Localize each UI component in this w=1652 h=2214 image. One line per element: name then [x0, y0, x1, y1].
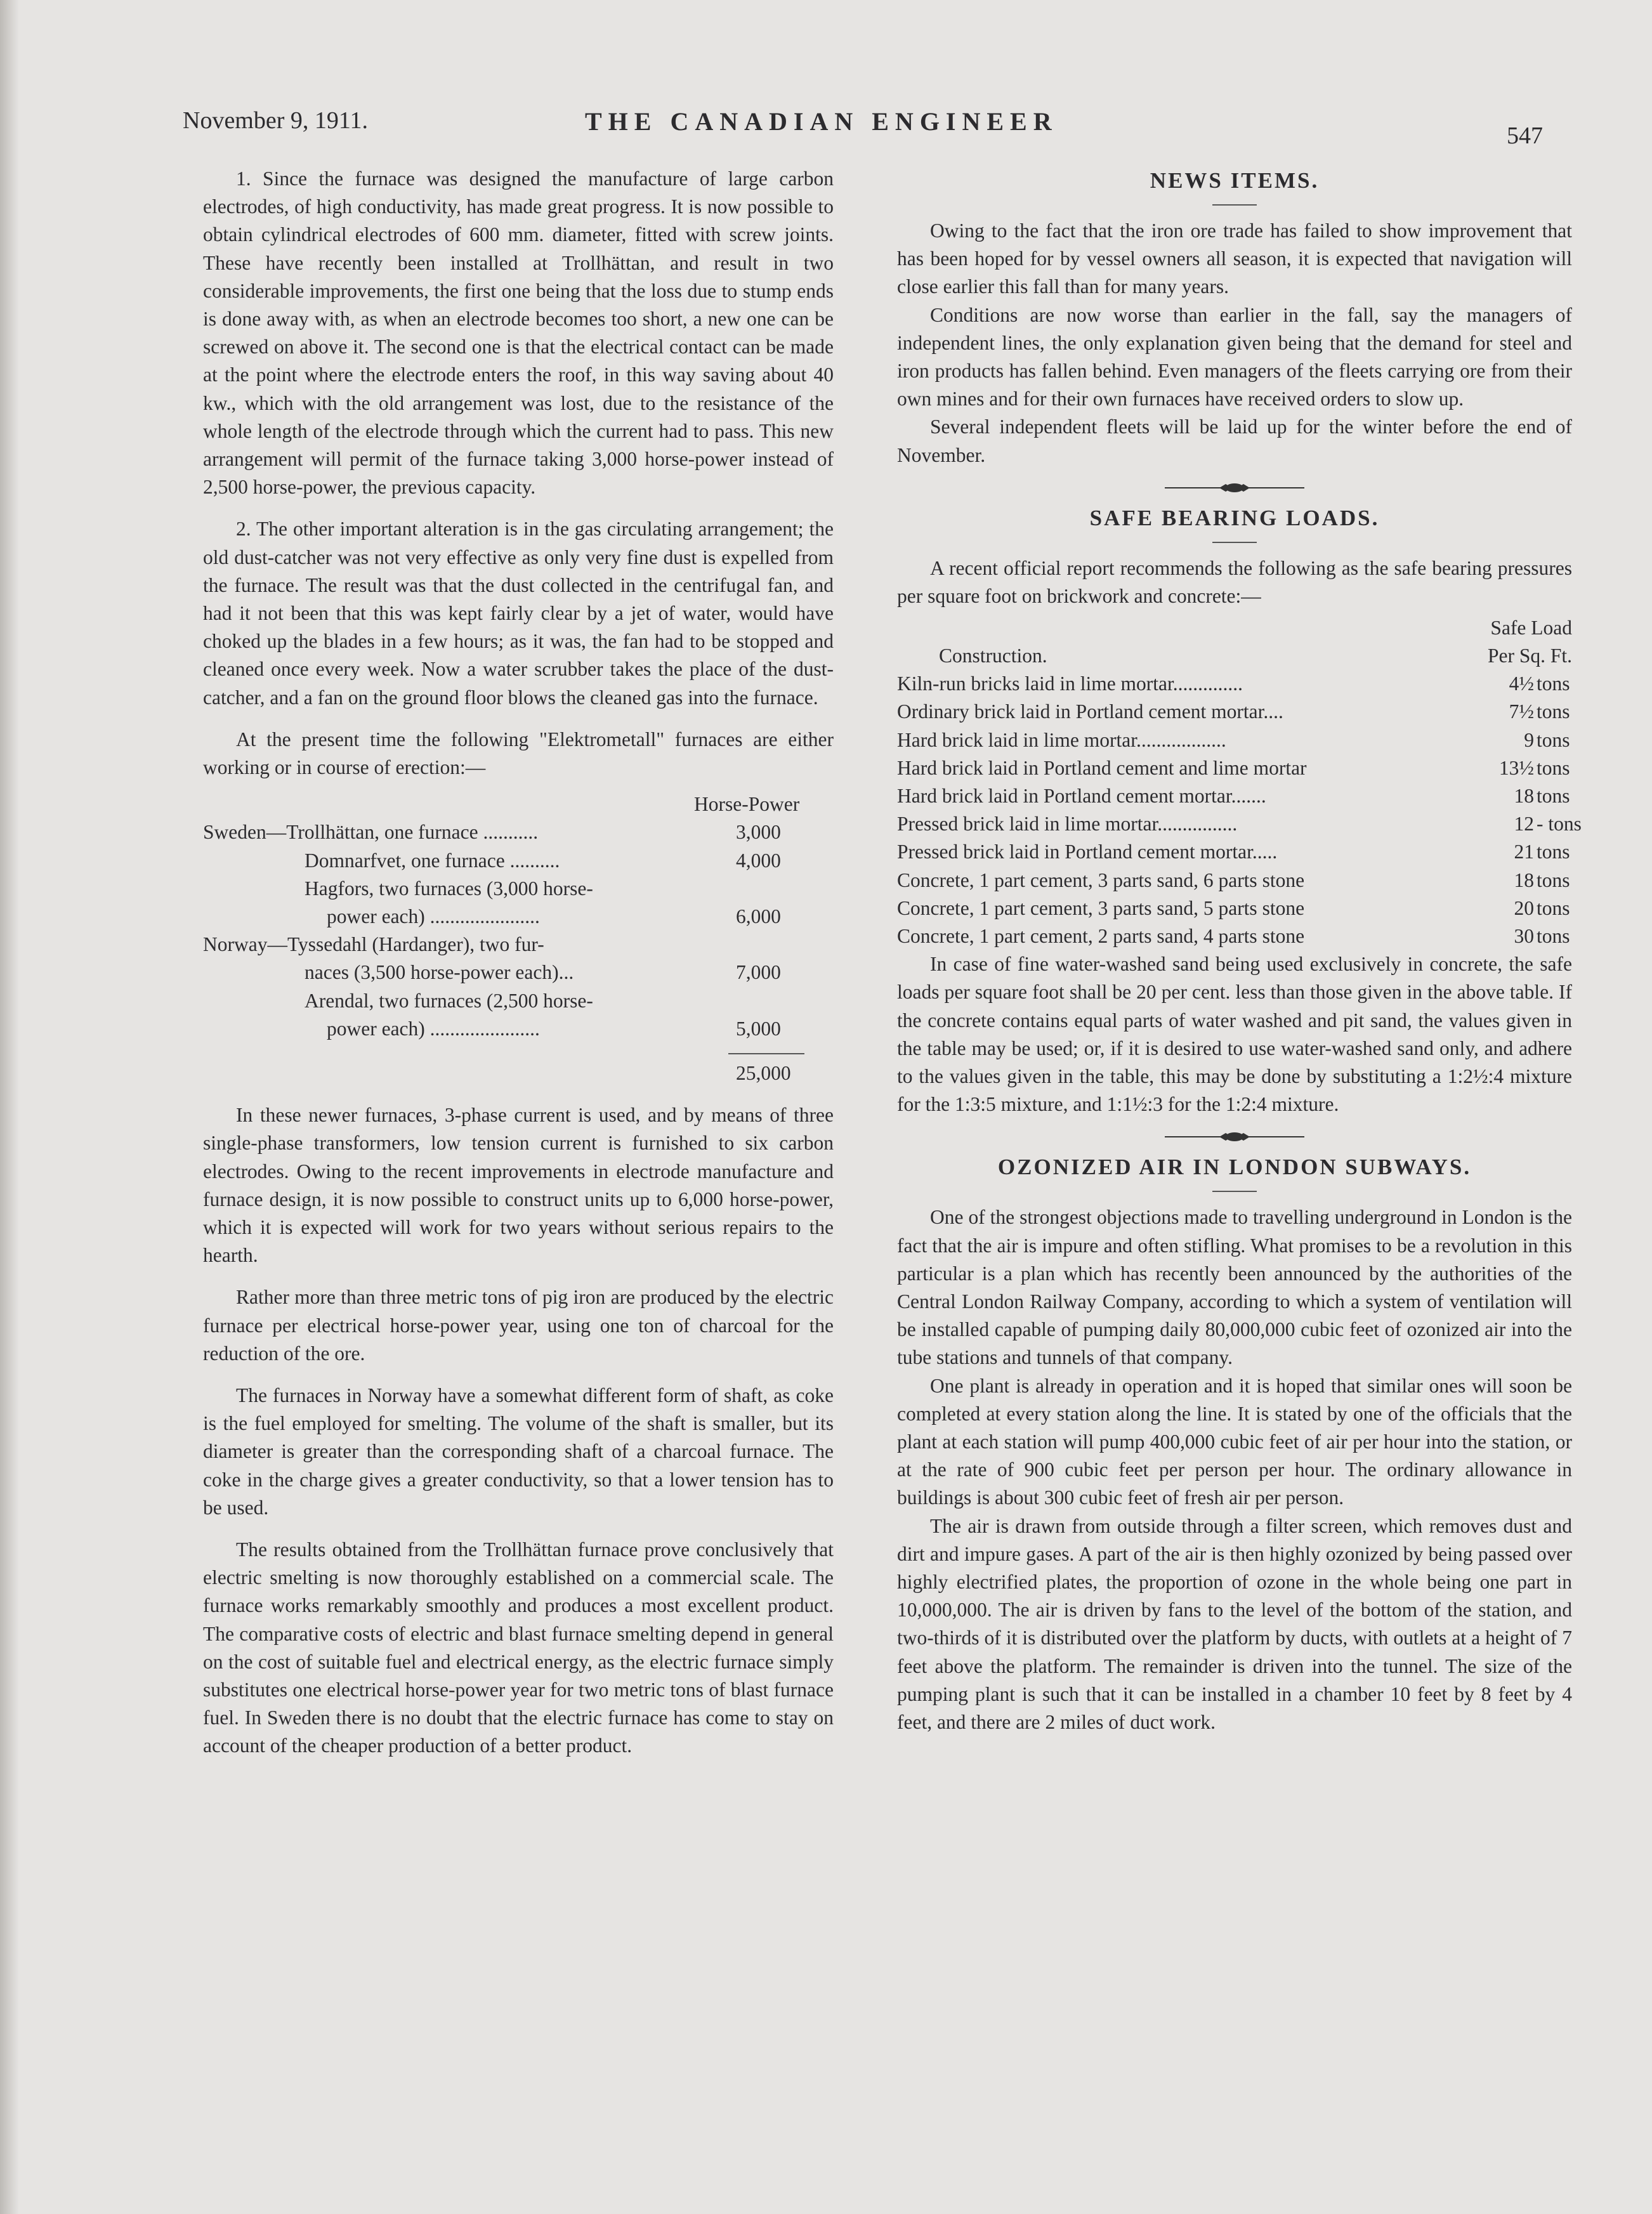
load-unit-cell: tons — [1537, 784, 1570, 807]
news-paragraph: Owing to the fact that the iron ore trade has failed to show improvement that has been hoped for by vessel owners all season, it is expected that navigation will close earlier this fall than for many years. — [897, 219, 1572, 298]
load-unit-cell: tons — [1537, 756, 1570, 779]
construction-cell: Hard brick laid in Portland cement mortar....... — [897, 784, 1266, 807]
safe-load-row — [897, 726, 1572, 754]
issue-date: November 9, 1911. — [183, 107, 368, 134]
furnace-row — [203, 987, 834, 1015]
furnace-row — [203, 903, 834, 931]
loads-intro: A recent official report recommends the following as the safe bearing pressures per square foot on brickwork and concrete:— — [897, 556, 1572, 608]
furnace-name-continued: power each) ...................... — [327, 905, 540, 928]
furnace-name-continued: naces (3,500 horse-power each)... — [305, 961, 574, 984]
furnace-row — [203, 847, 834, 875]
safe-load-row — [897, 838, 1572, 866]
safe-load-row — [897, 754, 1572, 782]
furnace-total-row — [203, 1059, 834, 1087]
page-binding-edge — [0, 0, 19, 2214]
load-value-cell: 9 — [1524, 728, 1534, 751]
title-rule — [1212, 204, 1257, 206]
horse-power-header: Horse-Power — [694, 793, 800, 816]
load-value-cell: 20 — [1514, 896, 1534, 919]
furnace-total: 25,000 — [736, 1061, 791, 1084]
furnace-row — [203, 875, 834, 903]
safe-load-row — [897, 867, 1572, 894]
furnace-name: Norway—Tyssedahl (Hardanger), two fur- — [203, 933, 544, 956]
total-rule — [203, 1043, 834, 1059]
page-number: 547 — [1507, 122, 1543, 149]
load-unit-cell: - tons — [1537, 813, 1582, 835]
load-value-cell: 12 — [1514, 813, 1534, 835]
load-unit-cell: tons — [1537, 672, 1570, 695]
safe-bearing-loads-title: SAFE BEARING LOADS. — [1089, 505, 1380, 530]
construction-cell: Concrete, 1 part cement, 2 parts sand, 4 parts stone — [897, 924, 1305, 947]
paragraph-electrodes: 1. Since the furnace was designed the manufacture of large carbon electrodes, of high conductivity, has made great progress. It is now possible to obtain cylindrical electrodes of 600 mm. diameter, fitted with screw joints. These have recently been installed at Trollhättan, and result in two considerable improvements, the first one being that the loss due to stump ends is done away with, as when an electrode becomes too short, a new one can be screwed on above it. The second one is that the electrical contact can be made at the point where the electrode enters the roof, in this way saving about 40 kw., which with the old arrangement was lost, due to the resistance of the whole length of the electrode through which the current had to pass. This new arrangement will permit of the furnace taking 3,000 horse-power instead of 2,500 horse-power, the previous capacity. — [203, 167, 834, 499]
paragraph-trollhattan-results: The results obtained from the Trollhättan furnace prove conclusively that electric smelting is now thoroughly established on a commercial scale. The furnace works remarkably smoothly and produces a most excellent product. The comparative costs of electric and blast furnace smelting depend in general on the cost of suitable fuel and electrical energy, as the electric furnace simply substitutes one electrical horse-power year for two metric tons of blast furnace fuel. In Sweden there is no doubt that the electric furnace has come to stay on account of the cheaper production of a better product. — [203, 1538, 834, 1757]
load-unit-cell: tons — [1537, 896, 1570, 919]
safe-load-row — [897, 894, 1572, 922]
safe-loads-header — [897, 614, 1572, 670]
construction-cell: Concrete, 1 part cement, 3 parts sand, 5 parts stone — [897, 896, 1305, 919]
load-unit-cell: tons — [1537, 868, 1570, 891]
header-per-sq-ft: Per Sq. Ft. — [1487, 645, 1572, 667]
furnace-list — [203, 790, 834, 1087]
section-ornament-icon — [1165, 481, 1304, 495]
safe-load-row — [897, 698, 1572, 726]
load-unit-cell: tons — [1537, 924, 1570, 947]
loads-note: In case of fine water-washed sand being used exclusively in concrete, the safe loads per square foot shall be 20 per cent. less than those given in the above table. If the concrete contains equal parts of water washed and pit sand, the values given in the table may be used; or, if it is desired to use water-washed sand only, and adhere to the values given in the table, this may be done by substituting a 1:2½:4 mixture for the 1:3:5 mixture, and 1:1½:3 for the 1:2:4 mixture. — [897, 953, 1572, 1116]
furnace-name-continued: power each) ...................... — [327, 1017, 540, 1040]
construction-cell: Hard brick laid in Portland cement and lime mortar — [897, 756, 1307, 779]
header-safe-load: Safe Load — [1490, 617, 1572, 639]
section-ornament-icon — [1165, 1130, 1304, 1144]
safe-load-row — [897, 810, 1582, 838]
furnace-name: Sweden—Trollhättan, one furnace ........... — [203, 821, 539, 844]
paragraph-norway-furnaces: The furnaces in Norway have a somewhat different form of shaft, as coke is the fuel employed for smelting. The volume of the shaft is smaller, but its diameter is greater than the corresponding shaft of a charcoal furnace. The coke in the charge gives a greater conductivity, so that a lower tension has to be used. — [203, 1384, 834, 1519]
furnace-power: 5,000 — [736, 1017, 781, 1040]
news-paragraph: Several independent fleets will be laid up for the winter before the end of November. — [897, 416, 1572, 466]
furnace-row — [203, 959, 834, 986]
paragraph-newer-furnaces: In these newer furnaces, 3-phase current is used, and by means of three single-phase transformers, low tension current is furnished to six carbon electrodes. Owing to the recent improvements in electrode manufacture and furnace design, it is now possible to construct units up to 6,000 horse-power, which it is expected will work for two years without serious repairs to the hearth. — [203, 1104, 834, 1267]
title-rule — [1212, 1191, 1257, 1192]
safe-load-row — [897, 922, 1572, 950]
construction-cell: Pressed brick laid in lime mortar................ — [897, 813, 1238, 835]
load-value-cell: 13½ — [1498, 756, 1534, 779]
furnace-power: 4,000 — [736, 849, 781, 872]
ozone-paragraph: One of the strongest objections made to travelling underground in London is the fact that the air is impure and often stifling. What promises to be a revolution in this particular is a plan which has recently been announced by the authorities of the Central London Railway Company, according to which a system of ventilation will be installed capable of pumping daily 80,000,000 cubic feet of ozonized air into the tube stations and tunnels of that company. — [897, 1206, 1572, 1369]
furnace-list-header-row — [203, 790, 834, 818]
load-value-cell: 30 — [1514, 924, 1534, 947]
furnace-name: Hagfors, two furnaces (3,000 horse- — [305, 877, 593, 900]
construction-cell: Concrete, 1 part cement, 3 parts sand, 6 parts stone — [897, 868, 1305, 891]
paragraph-gas-circulation: 2. The other important alteration is in the gas circulating arrangement; the old dust-catcher was not very effective as only very fine dust is expelled from the furnace. The result was that the dust collected in the centrifugal fan, and had it not been that this was kept fairly clear by a jet of water, would have choked up the blades in a few hours; as it was, the fan had to be stopped and cleaned once every week. Now a water scrubber takes the place of the dust-catcher, and a fan on the ground floor blows the cleaned gas into the furnace. — [203, 518, 834, 709]
furnace-row — [203, 1015, 834, 1043]
journal-title: THE CANADIAN ENGINEER — [585, 107, 1058, 136]
ozonized-air-title: OZONIZED AIR IN LONDON SUBWAYS. — [997, 1155, 1472, 1180]
ozone-paragraph: The air is drawn from outside through a filter screen, which removes dust and dirt and impure gases. A part of the air is then highly ozonized by being passed over highly electrified plates, the proportion of ozone in the whole being one part in 10,000,000. The air is driven by fans to the level of the bottom of the station, and two-thirds of it is distributed over the platform by ducts, with outlets at a height of 7 feet above the platform. The remainder is driven into the tunnel. The size of the pumping plant is such that it can be installed in a chamber 10 feet by 8 feet by 4 feet, and there are 2 miles of duct work. — [897, 1514, 1572, 1733]
paragraph-furnace-list-intro: At the present time the following "Elektrometall" furnaces are either working or in course of erection:— — [203, 728, 834, 779]
load-value-cell: 4½ — [1509, 672, 1534, 695]
construction-cell: Kiln-run bricks laid in lime mortar.............. — [897, 672, 1243, 695]
right-column — [897, 165, 1582, 1736]
construction-cell: Pressed brick laid in Portland cement mortar..... — [897, 841, 1278, 863]
title-rule — [1212, 542, 1257, 543]
page-header — [183, 107, 1559, 157]
load-unit-cell: tons — [1537, 728, 1570, 751]
load-unit-cell: tons — [1537, 700, 1570, 723]
paragraph-pig-iron: Rather more than three metric tons of pig iron are produced by the electric furnace per electrical horse-power year, using one ton of charcoal for the reduction of the ore. — [203, 1286, 834, 1365]
construction-cell: Ordinary brick laid in Portland cement mortar.... — [897, 700, 1283, 723]
left-column — [203, 165, 834, 1760]
load-value-cell: 18 — [1514, 784, 1534, 807]
furnace-name: Domnarfvet, one furnace .......... — [305, 849, 560, 872]
construction-cell: Hard brick laid in lime mortar.................. — [897, 728, 1226, 751]
furnace-row — [203, 818, 834, 846]
safe-loads-table — [897, 614, 1582, 950]
furnace-power: 6,000 — [736, 905, 781, 928]
furnace-name: Arendal, two furnaces (2,500 horse- — [305, 989, 593, 1012]
furnace-row — [203, 931, 834, 959]
news-items-title: NEWS ITEMS. — [1150, 168, 1320, 193]
furnace-power: 7,000 — [736, 961, 781, 984]
load-value-cell: 18 — [1514, 868, 1534, 891]
header-construction: Construction. — [939, 645, 1047, 667]
ozone-paragraph: One plant is already in operation and it is hoped that similar ones will soon be completed at every station along the line. It is stated by one of the officials that the plant at each station will pump 400,000 cubic feet of air per hour into the station, or at the rate of 900 cubic feet per person per hour. The ordinary allowance in buildings is about 300 cubic feet of fresh air per person. — [897, 1374, 1572, 1509]
news-paragraph: Conditions are now worse than earlier in the fall, say the managers of independent lines, the only explanation given being that the demand for steel and iron products has fallen behind. Even managers of the fleets carrying ore from their own mines and for their own furnaces have received orders to slow up. — [897, 303, 1572, 410]
furnace-power: 3,000 — [736, 821, 781, 844]
load-value-cell: 7½ — [1509, 700, 1534, 723]
load-value-cell: 21 — [1514, 841, 1534, 863]
load-unit-cell: tons — [1537, 841, 1570, 863]
safe-load-row — [897, 670, 1572, 698]
safe-load-row — [897, 782, 1572, 810]
